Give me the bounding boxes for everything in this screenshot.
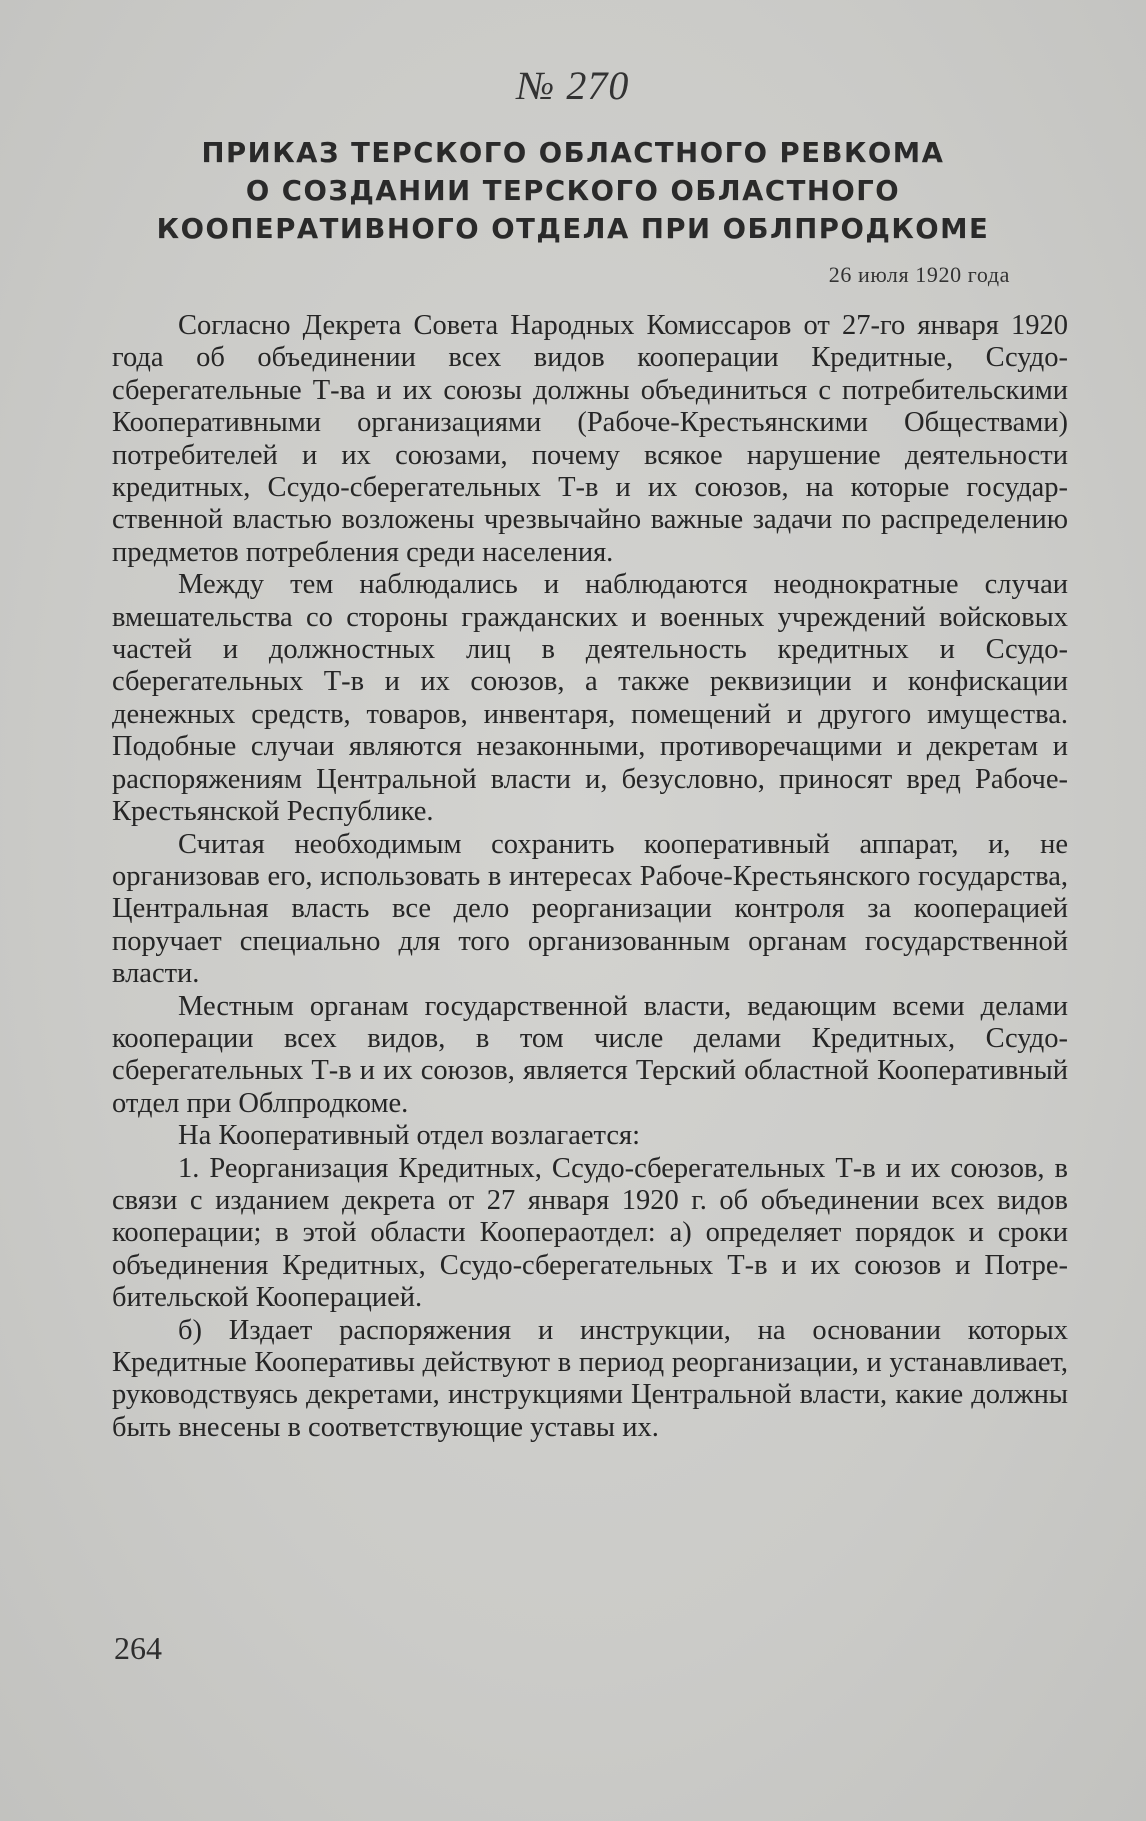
document-date: 26 июля 1920 года — [828, 262, 1010, 287]
title-line: ПРИКАЗ ТЕРСКОГО ОБЛАСТНОГО РЕВКОМА — [201, 137, 945, 169]
document-number: № 270 — [516, 63, 630, 108]
document-title — [0, 134, 1146, 248]
paragraph: Считая необходимым сохранить кооперативный аппарат, и, не организовав его, использовать в интересах Рабоче-Крестьянского государства, Центральная власть все дело реорганизации контроля за кооперацией поручает специально для того организованным органам государственной власти. — [112, 828, 1068, 990]
page-number: 264 — [114, 1630, 162, 1666]
title-line: КООПЕРАТИВНОГО ОТДЕЛА ПРИ ОБЛПРОДКОМЕ — [156, 213, 990, 245]
title-line: О СОЗДАНИИ ТЕРСКОГО ОБЛАСТНОГО — [245, 175, 901, 207]
paragraph: б) Издает распоряжения и инструкции, на основании которых Кредитные Кооперативы действуют в период реорганизации, и устанавливает, руководствуясь декретами, инструкциями Центральной власти, какие должны быть внесены в соответствующие уставы их. — [112, 1314, 1068, 1443]
paragraph: 1. Реорганизация Кредитных, Ссудо-сберегательных Т-в и их союзов, в связи с изданием декрета от 27 января 1920 г. об объединении всех видов кооперации; в этой области Коопераотдел: а) определяет порядок и сроки объединения Кредитных, Ссудо-сберегательных Т-в и их союзов и Потребительской Кооперацией. — [112, 1152, 1068, 1314]
paragraph: Между тем наблюдались и наблюдаются неоднократные случаи вмешательства со стороны гражданских и военных учреждений войсковых частей и должностных лиц в деятельность кредитных и Ссудо-сберегательных Т-в и их союзов, а также реквизиции и конфискации денежных средств, товаров, инвентаря, помещений и другого имущества. Подобные случаи являются незаконными, противоречащими и декретам и распоряжениям Центральной власти и, безусловно, приносят вред Рабоче-Крестьянской Республике. — [112, 569, 1068, 828]
document-body — [112, 310, 1068, 1444]
paragraph: Согласно Декрета Совета Народных Комиссаров от 27-го января 1920 года об объединении всех видов кооперации Кредитные, Ссудо-сберегательные Т-ва и их союзы должны объединиться с потребительскими Кооперативными организациями (Рабоче-Крестьянскими Обществами) потребителей и их союзами, почему всякое нарушение деятельности кредитных, Ссудо-сберегательных Т-в и их союзов, на которые государственной властью возложены чрезвычайно важные задачи по распределению предметов потребления среди населения. — [112, 310, 1068, 568]
paragraph: Местным органам государственной власти, ведающим всеми делами кооперации всех видов, в том числе делами Кредитных, Ссудо-сберегательных Т-в и их союзов, является Терский областной Кооперативный отдел при Облпродкоме. — [112, 990, 1068, 1119]
paragraph: На Кооперативный отдел возлагается: — [178, 1120, 641, 1152]
